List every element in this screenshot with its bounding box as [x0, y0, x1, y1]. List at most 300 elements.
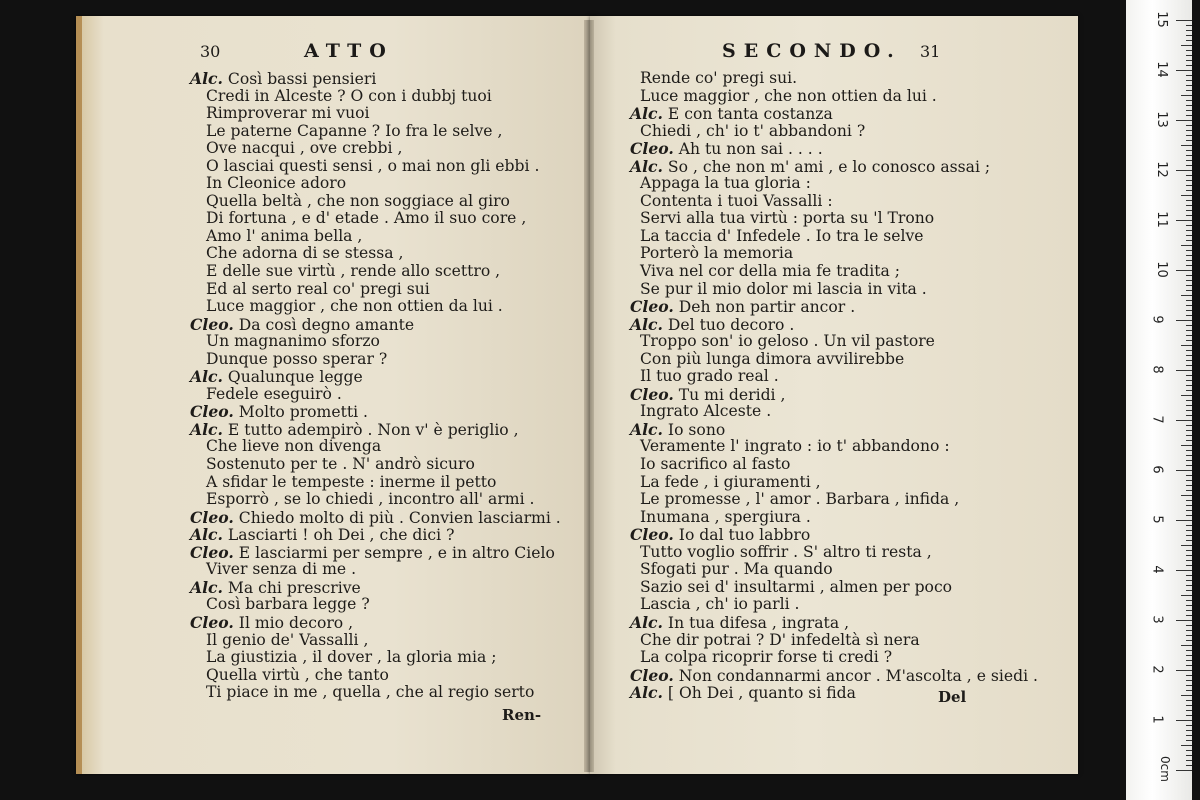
speaker-label: Alc. [190, 367, 223, 387]
text-line [630, 632, 1038, 650]
ruler-tick [1186, 690, 1192, 691]
line-text: Credi in Alceste ? O con i dubbj tuoi [206, 86, 492, 105]
text-line [190, 386, 561, 404]
ruler-tick [1181, 645, 1192, 646]
ruler-tick [1186, 635, 1192, 636]
ruler-tick [1186, 730, 1192, 731]
ruler-number: 11 [1153, 211, 1169, 228]
ruler-unit-label: 0cm [1157, 756, 1172, 782]
speaker-label: Cleo. [190, 612, 234, 632]
ruler-tick [1176, 570, 1192, 571]
text-line [190, 561, 561, 579]
ruler-tick [1186, 180, 1192, 181]
ruler-tick [1186, 105, 1192, 106]
ruler-tick [1186, 390, 1192, 391]
line-text: Quella virtù , che tanto [206, 665, 389, 684]
line-text: Viva nel cor della mia fe tradita ; [640, 262, 900, 281]
speaker-label: Cleo. [630, 297, 674, 317]
text-line [630, 509, 1038, 527]
line-text: Sostenuto per te . N' andrò sicuro [206, 455, 475, 474]
ruler-tick [1186, 130, 1192, 131]
ruler-tick [1186, 150, 1192, 151]
text-line [630, 316, 1038, 334]
ruler-tick [1186, 565, 1192, 566]
ruler-tick [1186, 110, 1192, 111]
ruler-tick [1186, 410, 1192, 411]
left-catchword: Ren- [502, 706, 542, 724]
text-line [630, 333, 1038, 351]
ruler-tick [1186, 25, 1192, 26]
line-text: La taccia d' Infedele . Io tra le selve [640, 226, 924, 245]
open-book [68, 16, 1078, 778]
ruler-number: 6 [1149, 465, 1165, 474]
text-line [630, 596, 1038, 614]
text-line [630, 263, 1038, 281]
ruler-number: 14 [1153, 61, 1169, 78]
ruler-tick [1186, 715, 1192, 716]
measuring-ruler [1126, 0, 1192, 800]
text-line [630, 281, 1038, 299]
ruler-tick [1186, 685, 1192, 686]
text-line [630, 456, 1038, 474]
ruler-tick [1186, 35, 1192, 36]
line-text: Sazio sei d' insultarmi , almen per poco [640, 577, 953, 596]
line-text: Le paterne Capanne ? Io fra le selve , [206, 121, 503, 140]
ruler-tick [1186, 340, 1192, 341]
ruler-tick [1181, 195, 1192, 196]
line-text: Ove nacqui , ove crebbi , [206, 139, 403, 158]
text-line [630, 438, 1038, 456]
ruler-tick [1186, 215, 1192, 216]
ruler-tick [1186, 630, 1192, 631]
ruler-tick [1176, 270, 1192, 271]
ruler-tick [1176, 720, 1192, 721]
ruler-tick [1186, 85, 1192, 86]
text-line [190, 438, 561, 456]
line-text: Appaga la tua gloria : [640, 174, 811, 193]
line-text: Il tuo grado real . [640, 367, 779, 386]
line-text: Tutto voglio soffrir . S' altro ti resta , [640, 542, 932, 561]
text-line [190, 544, 561, 562]
ruler-tick [1186, 675, 1192, 676]
text-line [630, 421, 1038, 439]
text-line [630, 579, 1038, 597]
text-line [190, 491, 561, 509]
ruler-tick [1186, 460, 1192, 461]
text-line [630, 175, 1038, 193]
ruler-tick [1181, 445, 1192, 446]
ruler-tick [1186, 300, 1192, 301]
line-text: Deh non partir ancor . [678, 298, 856, 317]
ruler-tick [1181, 295, 1192, 296]
text-line [630, 210, 1038, 228]
text-line [190, 140, 561, 158]
ruler-tick [1186, 710, 1192, 711]
line-text: Io sacrifico al fasto [640, 455, 791, 474]
ruler-tick [1186, 750, 1192, 751]
ruler-tick [1186, 350, 1192, 351]
line-text: Servi alla tua virtù : porta su 'l Trono [640, 209, 935, 228]
ruler-tick [1186, 55, 1192, 56]
ruler-number: 2 [1149, 665, 1165, 674]
line-text: [ Oh Dei , quanto si fida [667, 684, 856, 703]
ruler-tick [1186, 380, 1192, 381]
ruler-tick [1186, 365, 1192, 366]
ruler-tick [1176, 20, 1192, 21]
ruler-number: 7 [1149, 415, 1165, 424]
ruler-tick [1186, 740, 1192, 741]
ruler-tick [1186, 500, 1192, 501]
ruler-tick [1186, 580, 1192, 581]
ruler-tick [1186, 375, 1192, 376]
line-text: Molto prometti . [238, 403, 369, 422]
line-text: Inumana , spergiura . [640, 507, 811, 526]
line-text: E delle sue virtù , rende allo scettro , [206, 262, 501, 281]
text-line [190, 596, 561, 614]
line-text: Le promesse , l' amor . Barbara , infida , [640, 490, 960, 509]
right-text-block [630, 70, 1038, 702]
ruler-tick [1186, 40, 1192, 41]
ruler-tick [1186, 360, 1192, 361]
speaker-label: Cleo. [190, 542, 234, 562]
ruler-tick [1186, 275, 1192, 276]
line-text: Contenta i tuoi Vassalli : [640, 191, 833, 210]
line-text: In Cleonice adoro [206, 174, 347, 193]
ruler-number: 3 [1149, 615, 1165, 624]
ruler-tick [1181, 595, 1192, 596]
line-text: E con tanta costanza [667, 105, 833, 124]
line-text: Che dir potrai ? D' infedeltà sì nera [640, 630, 920, 649]
text-line [630, 245, 1038, 263]
text-line [630, 386, 1038, 404]
ruler-tick [1186, 610, 1192, 611]
line-text: Lasciarti ! oh Dei , che dici ? [227, 526, 455, 545]
ruler-number: 1 [1149, 715, 1165, 724]
ruler-tick [1181, 695, 1192, 696]
ruler-tick [1186, 525, 1192, 526]
ruler-number: 9 [1149, 315, 1165, 324]
ruler-tick [1186, 555, 1192, 556]
ruler-tick [1186, 425, 1192, 426]
line-text: A sfidar le tempeste : inerme il petto [206, 472, 497, 491]
line-text: Che lieve non divenga [206, 437, 382, 456]
text-line [190, 368, 561, 386]
text-line [190, 158, 561, 176]
ruler-tick [1186, 755, 1192, 756]
book-gutter [584, 20, 594, 772]
text-line [190, 403, 561, 421]
line-text: Se pur il mio dolor mi lascia in vita . [640, 279, 927, 298]
ruler-tick [1186, 200, 1192, 201]
line-text: Amo l' anima bella , [206, 226, 363, 245]
ruler-tick [1186, 640, 1192, 641]
ruler-tick [1186, 475, 1192, 476]
text-line [190, 88, 561, 106]
ruler-tick [1186, 560, 1192, 561]
ruler-tick [1181, 495, 1192, 496]
speaker-label: Alc. [630, 419, 663, 439]
ruler-tick [1186, 290, 1192, 291]
line-text: Ma chi prescrive [227, 578, 361, 597]
ruler-tick [1186, 705, 1192, 706]
ruler-tick [1186, 125, 1192, 126]
ruler-number: 12 [1153, 161, 1169, 178]
ruler-tick [1186, 115, 1192, 116]
line-text: Io dal tuo labbro [678, 526, 811, 545]
ruler-tick [1186, 50, 1192, 51]
text-line [630, 649, 1038, 667]
text-line [190, 667, 561, 685]
ruler-tick [1186, 535, 1192, 536]
ruler-tick [1186, 435, 1192, 436]
line-text: Luce maggior , che non ottien da lui . [640, 86, 937, 105]
ruler-tick [1186, 485, 1192, 486]
line-text: Viver senza di me . [206, 560, 357, 579]
line-text: Quella beltà , che non soggiace al giro [206, 191, 510, 210]
line-text: Non condannarmi ancor . M'ascolta , e siedi . [678, 666, 1038, 685]
ruler-tick [1176, 120, 1192, 121]
line-text: Porterò la memoria [640, 244, 794, 263]
line-text: Sfogati pur . Ma quando [640, 560, 833, 579]
ruler-tick [1186, 250, 1192, 251]
ruler-tick [1186, 90, 1192, 91]
text-line [190, 614, 561, 632]
text-line [630, 667, 1038, 685]
text-line [630, 403, 1038, 421]
ruler-tick [1186, 540, 1192, 541]
line-text: Ah tu non sai . . . . [678, 140, 823, 159]
ruler-tick [1181, 545, 1192, 546]
text-line [190, 474, 561, 492]
line-text: Veramente l' ingrato : io t' abbandono : [640, 437, 950, 456]
ruler-tick [1186, 65, 1192, 66]
ruler-tick [1186, 585, 1192, 586]
ruler-tick [1186, 305, 1192, 306]
ruler-tick [1186, 310, 1192, 311]
text-line [190, 351, 561, 369]
ruler-number: 15 [1153, 11, 1169, 28]
ruler-tick [1186, 210, 1192, 211]
ruler-tick [1186, 140, 1192, 141]
ruler-tick [1176, 220, 1192, 221]
text-line [190, 105, 561, 123]
ruler-tick [1186, 400, 1192, 401]
ruler-tick [1186, 160, 1192, 161]
line-text: Che adorna di se stessa , [206, 244, 404, 263]
ruler-tick [1176, 320, 1192, 321]
text-line [190, 333, 561, 351]
ruler-tick [1186, 680, 1192, 681]
text-line [190, 649, 561, 667]
ruler-tick [1176, 170, 1192, 171]
ruler-number: 13 [1153, 111, 1169, 128]
line-text: Fedele eseguirò . [206, 384, 342, 403]
ruler-tick [1176, 420, 1192, 421]
ruler-tick [1186, 600, 1192, 601]
line-text: Lascia , ch' io parli . [640, 595, 800, 614]
speaker-label: Alc. [630, 314, 663, 334]
ruler-tick [1186, 505, 1192, 506]
text-line [190, 245, 561, 263]
text-line [630, 684, 1038, 702]
ruler-tick [1186, 760, 1192, 761]
ruler-tick [1186, 440, 1192, 441]
ruler-tick [1181, 745, 1192, 746]
ruler-tick [1186, 185, 1192, 186]
left-page [76, 16, 596, 774]
line-text: La colpa ricoprir forse ti credi ? [640, 648, 893, 667]
ruler-tick [1186, 725, 1192, 726]
ruler-tick [1186, 575, 1192, 576]
ruler-tick [1186, 100, 1192, 101]
text-line [630, 526, 1038, 544]
ruler-tick [1181, 95, 1192, 96]
text-line [190, 193, 561, 211]
ruler-tick [1186, 80, 1192, 81]
ruler-tick [1176, 520, 1192, 521]
line-text: Ti piace in me , quella , che al regio serto [206, 683, 535, 702]
ruler-tick [1186, 765, 1192, 766]
text-line [630, 70, 1038, 88]
line-text: La giustizia , il dover , la gloria mia ; [206, 648, 497, 667]
ruler-tick [1186, 335, 1192, 336]
ruler-tick [1186, 660, 1192, 661]
text-line [190, 263, 561, 281]
ruler-tick [1186, 735, 1192, 736]
line-text: Esporrò , se lo chiedi , incontro all' armi . [206, 490, 535, 509]
ruler-tick [1186, 165, 1192, 166]
text-line [190, 526, 561, 544]
speaker-label: Alc. [190, 525, 223, 545]
line-text: Con più lunga dimora avvilirebbe [640, 349, 905, 368]
speaker-label: Cleo. [190, 314, 234, 334]
speaker-label: Cleo. [630, 384, 674, 404]
ruler-tick [1186, 515, 1192, 516]
speaker-label: Alc. [190, 69, 223, 88]
text-line [630, 105, 1038, 123]
text-line [630, 491, 1038, 509]
line-text: Il mio decoro , [238, 613, 354, 632]
ruler-tick [1186, 530, 1192, 531]
ruler-tick [1186, 480, 1192, 481]
ruler-tick [1186, 665, 1192, 666]
line-text: Ed al serto real co' pregi sui [206, 279, 430, 298]
text-line [190, 228, 561, 246]
speaker-label: Alc. [190, 577, 223, 597]
text-line [190, 298, 561, 316]
ruler-tick [1176, 620, 1192, 621]
text-line [190, 456, 561, 474]
line-text: Qualunque legge [227, 368, 363, 387]
line-text: Dunque posso sperar ? [206, 349, 388, 368]
ruler-tick [1176, 670, 1192, 671]
speaker-label: Alc. [190, 419, 223, 439]
ruler-tick [1186, 465, 1192, 466]
text-line [190, 175, 561, 193]
line-text: Così bassi pensieri [227, 70, 377, 88]
ruler-tick [1186, 385, 1192, 386]
text-line [190, 579, 561, 597]
line-text: Il genio de' Vassalli , [206, 630, 369, 649]
line-text: O lasciai questi sensi , o mai non gli ebbi . [206, 156, 540, 175]
text-line [190, 281, 561, 299]
ruler-tick [1176, 70, 1192, 71]
left-running-header: ATTO [304, 40, 394, 62]
ruler-tick [1176, 470, 1192, 471]
ruler-tick [1186, 205, 1192, 206]
text-line [630, 614, 1038, 632]
ruler-tick [1186, 280, 1192, 281]
ruler-tick [1186, 190, 1192, 191]
line-text: Io sono [667, 420, 726, 439]
ruler-tick [1181, 145, 1192, 146]
right-running-header: SECONDO. [722, 40, 902, 62]
ruler-tick [1186, 60, 1192, 61]
text-line [630, 193, 1038, 211]
ruler-tick [1186, 355, 1192, 356]
ruler-tick [1186, 30, 1192, 31]
ruler-tick [1186, 230, 1192, 231]
text-line [630, 123, 1038, 141]
ruler-tick [1186, 255, 1192, 256]
line-text: In tua difesa , ingrata , [667, 613, 850, 632]
line-text: Da così degno amante [238, 315, 415, 334]
line-text: Un magnanimo sforzo [206, 332, 380, 351]
line-text: Di fortuna , e d' etade . Amo il suo core , [206, 209, 527, 228]
speaker-label: Cleo. [630, 525, 674, 545]
text-line [630, 561, 1038, 579]
line-text: Ingrato Alceste . [640, 402, 772, 421]
ruler-tick [1186, 655, 1192, 656]
ruler-tick [1186, 405, 1192, 406]
text-line [630, 228, 1038, 246]
text-line [190, 123, 561, 141]
ruler-tick [1186, 415, 1192, 416]
ruler-tick [1186, 75, 1192, 76]
ruler-tick [1186, 590, 1192, 591]
right-page [590, 16, 1078, 774]
ruler-tick [1176, 370, 1192, 371]
right-page-number: 31 [920, 42, 941, 61]
ruler-tick [1186, 325, 1192, 326]
ruler-tick [1186, 510, 1192, 511]
ruler-tick [1186, 615, 1192, 616]
line-text: Chiedo molto di più . Convien lasciarmi . [238, 508, 561, 527]
line-text: La fede , i giuramenti , [640, 472, 821, 491]
text-line [630, 351, 1038, 369]
text-line [190, 70, 561, 88]
ruler-tick [1181, 45, 1192, 46]
text-line [190, 210, 561, 228]
line-text: So , che non m' ami , e lo conosco assai ; [667, 157, 991, 176]
text-line [190, 509, 561, 527]
text-line [630, 544, 1038, 562]
line-text: E lasciarmi per sempre , e in altro Cielo [238, 543, 555, 562]
text-line [630, 140, 1038, 158]
speaker-label: Cleo. [630, 665, 674, 685]
ruler-tick [1186, 315, 1192, 316]
ruler-tick [1186, 550, 1192, 551]
line-text: Rimproverar mi vuoi [206, 104, 370, 123]
line-text: Rende co' pregi sui. [640, 69, 798, 87]
line-text: Del tuo decoro . [667, 315, 795, 334]
line-text: Luce maggior , che non ottien da lui . [206, 297, 503, 316]
ruler-tick [1186, 330, 1192, 331]
text-line [630, 474, 1038, 492]
text-line [190, 316, 561, 334]
line-text: Troppo son' io geloso . Un vil pastore [640, 332, 935, 351]
line-text: Così barbara legge ? [206, 595, 370, 614]
